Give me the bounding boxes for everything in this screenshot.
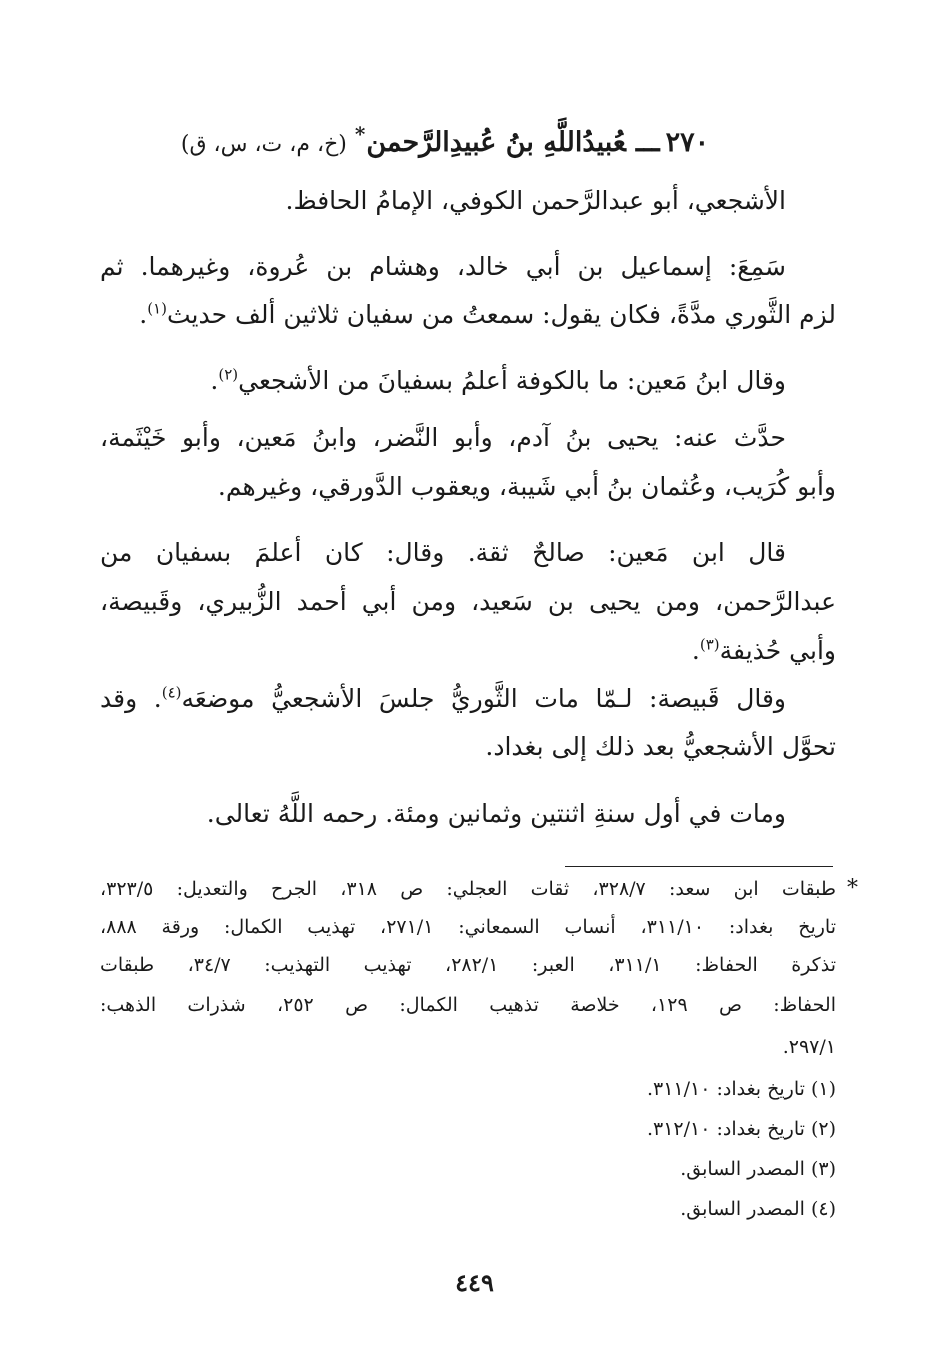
source-line: تاريخ بغداد: ٣١١/١٠، أنساب السمعاني: ٢٧١/١، تهذيب الكمال: ورقة ٨٨٨، [100,916,836,938]
line-text: تحوَّل الأشجعيُّ بعد ذلك إلى بغداد. [485,732,836,761]
entry-dash: ـــ [635,127,660,158]
text-line [210,365,786,395]
line-text: وقال ابنُ مَعين: ما بالكوفة أعلمُ بسفيانَ من الأشجعي [238,366,786,395]
source-line: ٢٩٧/١. [782,1036,836,1058]
text-line [218,474,836,499]
text-line [100,540,786,565]
text-line [139,299,836,329]
footnote-item [647,1080,836,1099]
line-text: سَمِعَ: إسماعيل بن أبي خالد، وهشام بن عُروة، وغيرهما. ثم [100,252,786,281]
text-line [207,801,786,826]
footnote-number: (١) [810,1078,836,1100]
source-line: تذكرة الحفاظ: ٣١١/١، العبر: ٢٨٢/١، تهذيب التهذيب: ٣٤/٧، طبقات [100,954,836,976]
line-tail: . [210,366,219,395]
entry-number: ٢٧٠ [665,127,710,158]
footnote-number: (٤) [810,1198,836,1220]
footnote-text: تاريخ بغداد: ٣١١/١٠. [646,1078,805,1100]
line-text: وأبو كُرَيب، وعُثمان بنُ أبي شَيبة، ويعقوب الدَّورقي، وغيرهم. [217,472,836,501]
line-text: حدَّث عنه: يحيى بنُ آدم، وأبو النَّضر، وابنُ مَعين، وأبو خَيْثَمة، [100,423,786,452]
source-line: طبقات ابن سعد: ٣٢٨/٧، ثقات العجلي: ص ٣١٨، الجرح والتعديل: ٣٢٣/٥، [100,878,836,900]
footnote-separator [565,866,833,867]
footnote-item [680,1160,836,1179]
source-star: * [847,876,858,901]
text-line [485,734,836,759]
line-text: ومات في أول سنةِ اثنتين وثمانين ومئة. رحمه اللَّهُ تعالى. [206,799,786,828]
text-line [691,635,836,665]
line-text: عبدالرَّحمن، ومن يحيى بن سَعيد، ومن أبي أحمد الزُّبيري، وقَبيصة، [100,587,836,616]
footnote-text: المصدر السابق. [680,1198,805,1220]
line-text: لزم الثَّوري مدَّةً، فكان يقول: سمعتُ من سفيان ثلاثين ألف حديث [166,300,836,329]
text-line [100,254,786,279]
footnote-marker: (١) [147,299,167,318]
text-line [286,188,786,213]
footnote-marker: (٣) [699,635,720,654]
footnote-marker: (٤) [161,683,182,702]
entry-sigla: (خ، م، ت، س، ق) [180,132,347,157]
footnote-marker: (٢) [218,365,239,384]
line-text: قال ابن مَعين: صالحٌ ثقة. وقال: كان أعلمَ بسفيان من [100,538,786,567]
source-line: الحفاظ: ص ١٢٩، خلاصة تذهيب الكمال: ص ٢٥٢، شذرات الذهب: [100,994,836,1016]
footnote-text: المصدر السابق. [680,1158,805,1180]
entry-heading [60,122,830,158]
footnote-item [647,1120,836,1139]
footnote-number: (٢) [810,1118,836,1140]
line-tail: . [139,300,148,329]
line-text: وأبي حُذيفة [719,636,836,665]
page-number: ٤٤٩ [455,1268,494,1297]
footnote-number: (٣) [810,1158,836,1180]
text-line [100,683,787,713]
source-star-marker: * [354,122,366,146]
line-tail: . [691,636,700,665]
line-text: الأشجعي، أبو عبدالرَّحمن الكوفي، الإمامُ الحافظ. [285,186,786,215]
text-line [100,589,836,614]
line-text: وقال قَبيصة: لـمّا مات الثَّوريُّ جلسَ الأشجعيُّ موضعَه [181,684,787,713]
line-tail: . وقد [100,684,162,713]
footnote-text: تاريخ بغداد: ٣١٢/١٠. [646,1118,805,1140]
footnote-item [680,1200,836,1219]
entry-name: عُبيدُاللَّهِ بنُ عُبيدِالرَّحمن [366,127,626,158]
text-line [100,425,786,450]
